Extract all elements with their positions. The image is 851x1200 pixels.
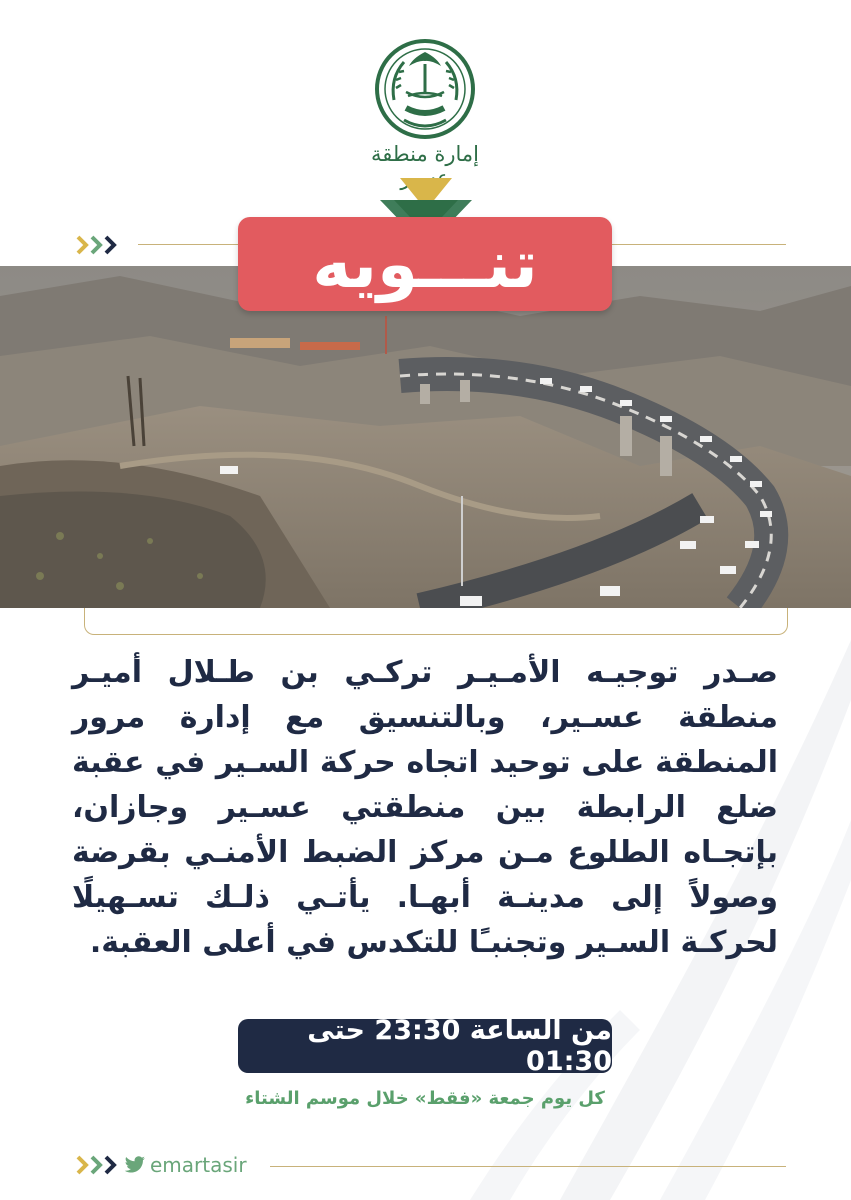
page-title: تنـــويه <box>312 225 538 303</box>
header-rule-left <box>138 244 238 245</box>
time-range-text: من الساعة 23:30 حتى 01:30 <box>307 1015 612 1077</box>
announcement-paragraph: صـدر توجيـه الأمـيـر تركـي بن طـلال أميـر منطقة عسـير، وبالتنسيق مع إدارة مرور المنطقة على توحيد اتجاه حركة السـير في عقبة ضلع الرابطة بين منطقتي عسـير وجازان، بإتجـاه الطلوع مـن مركز الضبط الأمنـي بقرضة وصولاً إلى مدينـة أبهـا. يأتـي ذلـك تسـهيلًا لحركـة السـير وتجنبـًا للتكدس في أعلى العقبة. <box>72 655 778 960</box>
time-range-badge <box>238 1015 612 1077</box>
footer-chevrons-icon <box>76 1155 126 1175</box>
schedule-note: كل يوم جمعة «فقط» خلال موسم الشتاء <box>245 1088 605 1109</box>
footer-rule <box>270 1166 786 1167</box>
emblem-caption: إمارة منطقة <box>371 142 479 166</box>
twitter-icon <box>124 1156 146 1174</box>
chevrons-icon <box>76 235 126 255</box>
twitter-handle-link[interactable] <box>124 1152 247 1178</box>
mountain-road-photo <box>0 266 851 608</box>
title-banner <box>238 217 612 311</box>
emirate-emblem-icon <box>374 38 476 140</box>
twitter-handle: emartasir <box>150 1153 247 1177</box>
header-rule-right <box>612 244 786 245</box>
